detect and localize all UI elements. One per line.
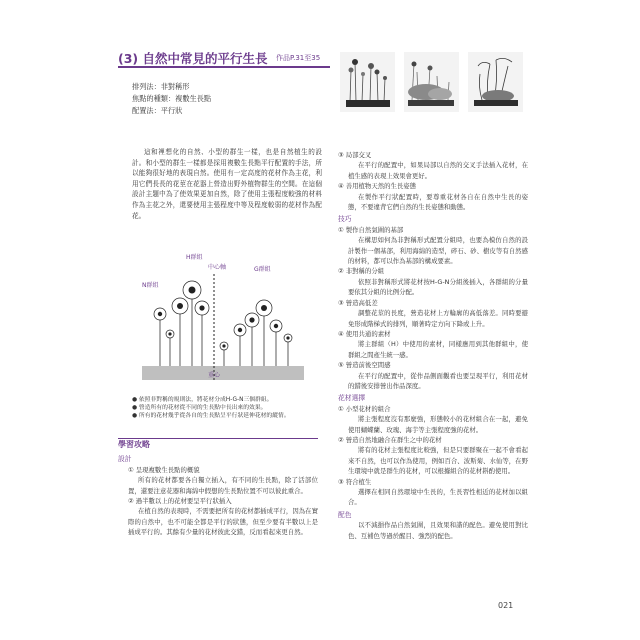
divider-learn	[118, 438, 318, 439]
photo-arrangement-1	[340, 52, 395, 112]
technique-3: ③ 營造高低差	[338, 298, 378, 307]
material-1-text: 將主張程度沒有那麼強，形態較小的花材組合在一起，避免使用蝴蝶蘭、玫瑰、海芋等主張程度強的花材。	[348, 415, 528, 434]
diagram-label-base: 重心	[208, 372, 221, 379]
diagram-label-h: H群組	[186, 254, 203, 261]
design-point-3-text: 在平行的配置中，如果局部以自然的交叉手法插入花材，在植生感的表現上效果會更好。	[348, 161, 528, 180]
material-1: ① 小型花材的組合	[338, 404, 391, 413]
material-2: ② 營造自然地融合在群生之中的花材	[338, 435, 442, 444]
diagram-label-g: G群組	[254, 266, 271, 273]
section-reference: 作品P.31至35	[276, 54, 321, 62]
design-heading: 設計	[118, 455, 132, 464]
design-point-4: ④ 善用植物天然的生長姿態	[338, 182, 417, 191]
technique-1-text: 在構思如何為非對稱形式配置分組時，也要為模仿自然的設計製作一個基部，利用海綿的造型，碎石、砂、樹皮等有自然感的材料，都可以作為基部的構成要素。	[348, 236, 528, 266]
caption-item: ● 依照非對稱的規則法，將花材分成H-G-N三個群組。	[132, 397, 273, 403]
diagram-label-center: 中心軸	[208, 264, 227, 271]
section-title: (3) 自然中常見的平行生長	[118, 51, 268, 66]
design-point-2: ② 過半數以上的花材要呈平行狀插入	[128, 497, 232, 506]
color-heading: 配色	[338, 510, 352, 519]
technique-5-text: 在平行的配置中，從作品側面觀看也要呈現平行，利用花材的錯後安排營出作品深度。	[348, 371, 528, 390]
technique-1: ① 製作自然氣圍的基部	[338, 225, 404, 234]
caption-item: ● 營造所有的花材從不同的生長點中長出來的效果。	[132, 405, 267, 412]
learn-column	[118, 440, 318, 538]
technique-2: ② 非對稱的分組	[338, 267, 385, 276]
design-point-3: ③ 局部交叉	[338, 151, 372, 159]
material-heading: 花材選擇	[338, 394, 366, 403]
technique-3-text: 調整花莖的長度，營造花材上方輪廓的高低落差。同時要避免形成階梯式的排列，順著時定方向下降或上升。	[348, 309, 528, 328]
technique-2-text: 依照非對稱形式將花材按H-G-N分組後插入，各群組的分量要依其分組的比例分配。	[348, 277, 528, 297]
photo-arrangement-3	[468, 52, 523, 112]
material-3: ③ 符合植生	[338, 477, 372, 486]
right-column	[338, 150, 528, 541]
design-point-1-text: 所有的花材都要各自獨立插入，有不同的生長點，除了活部位置，還要注意花器和海綿中假想的生長點位置不可以彼此重合。	[128, 476, 318, 495]
diagram-base-block	[142, 366, 304, 380]
photo-arrangement-2	[404, 52, 459, 112]
learn-heading: 學習攻略	[118, 440, 150, 449]
section-title-bar	[118, 48, 330, 68]
color-text: 以不減損作品自然氣圍，且效果和諧的配色。避免使用對比色、互補色等過於醒目、強烈的配色。	[348, 521, 528, 540]
page-number: 021	[498, 601, 514, 610]
meta-focus: 焦點的種類：複數生長點	[132, 94, 212, 103]
meta-placement: 配置法：平行狀	[132, 106, 183, 115]
material-3-text: 選擇在相同自然環境中生長的，生長習性相近的花材加以組合。	[348, 488, 528, 507]
meta-arrangement: 排列法：非對稱形	[132, 82, 190, 91]
technique-4-text: 將主群組（H）中使用的素材，同樣應用到其他群組中，使群組之間產生統一感。	[348, 340, 528, 359]
intro-paragraph: 這和裡想化的自然、小型的群生一樣，也是自然植生的設計。和小型的群生一樣都是採用複數生長點平行配置的手法，所以能夠很好地的表現自然。使用有一定高度的花材作為主花，利用它們長長的花莖在花器上營造出野外植物群生的空間。在這個設計主題中為了使效果更加自然，除了使用主張程度較強的材料作為主花之外，還要使用主張程度中等及程度較弱的花材作為配花。	[132, 148, 322, 220]
technique-heading: 技巧	[338, 215, 352, 224]
design-point-1: ① 呈現複數生長點的概貌	[128, 465, 200, 474]
diagram-label-n: N群組	[142, 282, 159, 289]
diagram-captions	[132, 396, 290, 421]
caption-item: ● 所有的花材幾乎從各自的生長點呈平行狀延伸花材的縱情。	[132, 413, 290, 420]
design-point-2-text: 在植自然的表現時，不需要把所有的花材都插成平行，因為在實際的自然中，也不可能全都是平行的狀態，但至少要有半數以上是插成平行的。其餘有少量的花材彼此交錯，反而看起來更自然。	[128, 507, 318, 537]
design-point-4-text: 在製作平行狀配置時，要尊重花材各自在自然中生長的姿態，不要違背它們自然的生長姿態和動態。	[348, 192, 528, 212]
diagram-parallel-growth	[136, 250, 312, 392]
technique-4: ④ 使用共通的素材	[338, 329, 391, 338]
material-2-text: 將有的花材主張程度比較強，但是只要群聚在一起不會看起來不自然，也可以作為使用，例如百合、波斯菊、水仙等，在野生環境中就是群生的花材，可以根據組合的花材斟酌使用。	[348, 446, 528, 476]
technique-5: ⑤ 營造前後空間感	[338, 361, 391, 370]
